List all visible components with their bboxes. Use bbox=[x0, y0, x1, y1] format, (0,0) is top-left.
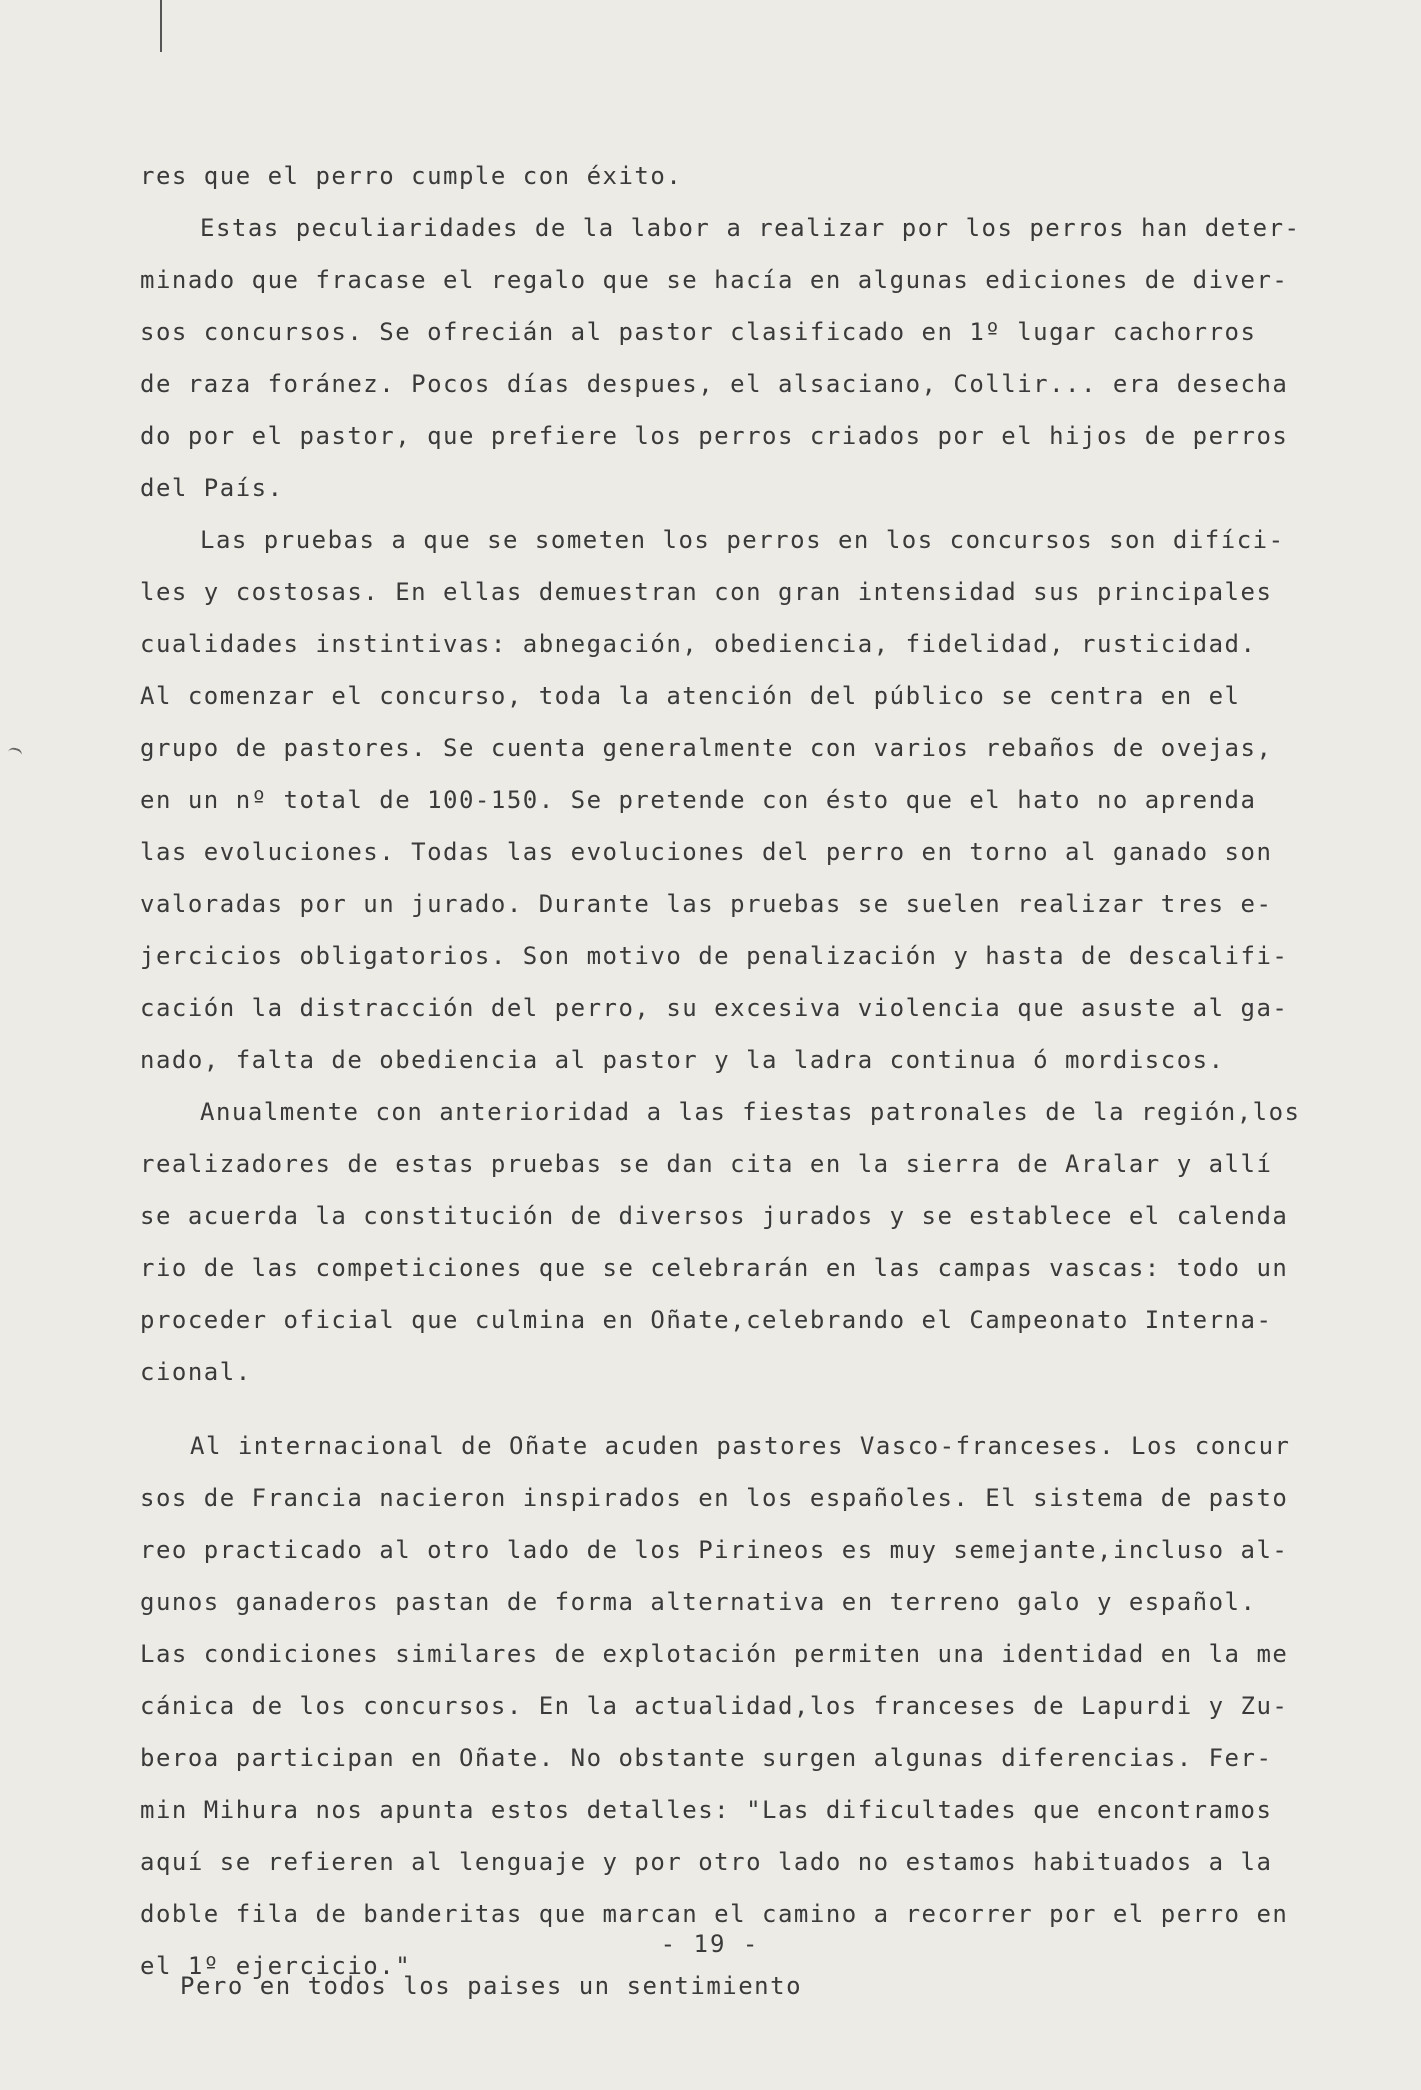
text-line: las evoluciones. Todas las evoluciones del perro en torno al ganado son bbox=[140, 838, 1273, 866]
truncated-last-line: Pero en todos los paises un sentimiento bbox=[180, 1972, 803, 2000]
body-text bbox=[140, 150, 1301, 1992]
text-line: Las pruebas a que se someten los perros en los concursos son difíci- bbox=[200, 526, 1285, 554]
text-line: cualidades instintivas: abnegación, obediencia, fidelidad, rusticidad. bbox=[140, 630, 1257, 658]
paragraph bbox=[140, 150, 1285, 202]
text-line: les y costosas. En ellas demuestran con gran intensidad sus principales bbox=[140, 578, 1273, 606]
text-line: rio de las competiciones que se celebrarán en las campas vascas: todo un bbox=[140, 1254, 1289, 1282]
text-line: Estas peculiaridades de la labor a realizar por los perros han deter- bbox=[200, 214, 1301, 242]
text-line: se acuerda la constitución de diversos jurados y se establece el calenda bbox=[140, 1202, 1289, 1230]
text-line: nado, falta de obediencia al pastor y la ladra continua ó mordiscos. bbox=[140, 1046, 1225, 1074]
paragraph bbox=[140, 1086, 1301, 1398]
text-line: doble fila de banderitas que marcan el camino a recorrer por el perro en bbox=[140, 1900, 1289, 1928]
text-line: Las condiciones similares de explotación permiten una identidad en la me bbox=[140, 1640, 1289, 1668]
paragraph bbox=[140, 1420, 1291, 1992]
text-line: jercicios obligatorios. Son motivo de penalización y hasta de descalifi- bbox=[140, 942, 1289, 970]
paragraph bbox=[140, 202, 1301, 514]
text-line: el 1º ejercicio." bbox=[140, 1952, 412, 1980]
text-line: aquí se refieren al lenguaje y por otro lado no estamos habituados a la bbox=[140, 1848, 1273, 1876]
text-line: beroa participan en Oñate. No obstante surgen algunas diferencias. Fer- bbox=[140, 1744, 1273, 1772]
text-line: del País. bbox=[140, 474, 284, 502]
text-line: cánica de los concursos. En la actualidad,los franceses de Lapurdi y Zu- bbox=[140, 1692, 1289, 1720]
margin-mark bbox=[160, 0, 162, 52]
text-line: min Mihura nos apunta estos detalles: "Las dificultades que encontramos bbox=[140, 1796, 1273, 1824]
paragraph-gap bbox=[140, 1398, 1285, 1420]
paragraph bbox=[140, 514, 1289, 1086]
text-line: cación la distracción del perro, su excesiva violencia que asuste al ga- bbox=[140, 994, 1289, 1022]
page-number: - 19 - bbox=[660, 1930, 760, 1958]
text-line: en un nº total de 100-150. Se pretende con ésto que el hato no aprenda bbox=[140, 786, 1257, 814]
text-line: res que el perro cumple con éxito. bbox=[140, 162, 683, 190]
text-line: sos de Francia nacieron inspirados en los españoles. El sistema de pasto bbox=[140, 1484, 1289, 1512]
margin-tick-mark bbox=[7, 746, 23, 759]
text-line: proceder oficial que culmina en Oñate,celebrando el Campeonato Interna- bbox=[140, 1306, 1273, 1334]
text-line: cional. bbox=[140, 1358, 252, 1386]
text-line: do por el pastor, que prefiere los perros criados por el hijos de perros bbox=[140, 422, 1289, 450]
text-line: minado que fracase el regalo que se hacía en algunas ediciones de diver- bbox=[140, 266, 1289, 294]
text-line: Al comenzar el concurso, toda la atención del público se centra en el bbox=[140, 682, 1241, 710]
text-line: valoradas por un jurado. Durante las pruebas se suelen realizar tres e- bbox=[140, 890, 1273, 918]
text-line: sos concursos. Se ofrecián al pastor clasificado en 1º lugar cachorros bbox=[140, 318, 1257, 346]
text-line: grupo de pastores. Se cuenta generalmente con varios rebaños de ovejas, bbox=[140, 734, 1273, 762]
text-line: Al internacional de Oñate acuden pastores Vasco-franceses. Los concur bbox=[190, 1432, 1291, 1460]
text-line: realizadores de estas pruebas se dan cita en la sierra de Aralar y allí bbox=[140, 1150, 1273, 1178]
text-line: gunos ganaderos pastan de forma alternativa en terreno galo y español. bbox=[140, 1588, 1257, 1616]
text-line: Anualmente con anterioridad a las fiestas patronales de la región,los bbox=[200, 1098, 1301, 1126]
text-line: reo practicado al otro lado de los Pirineos es muy semejante,incluso al- bbox=[140, 1536, 1289, 1564]
text-line: de raza foránez. Pocos días despues, el alsaciano, Collir... era desecha bbox=[140, 370, 1289, 398]
